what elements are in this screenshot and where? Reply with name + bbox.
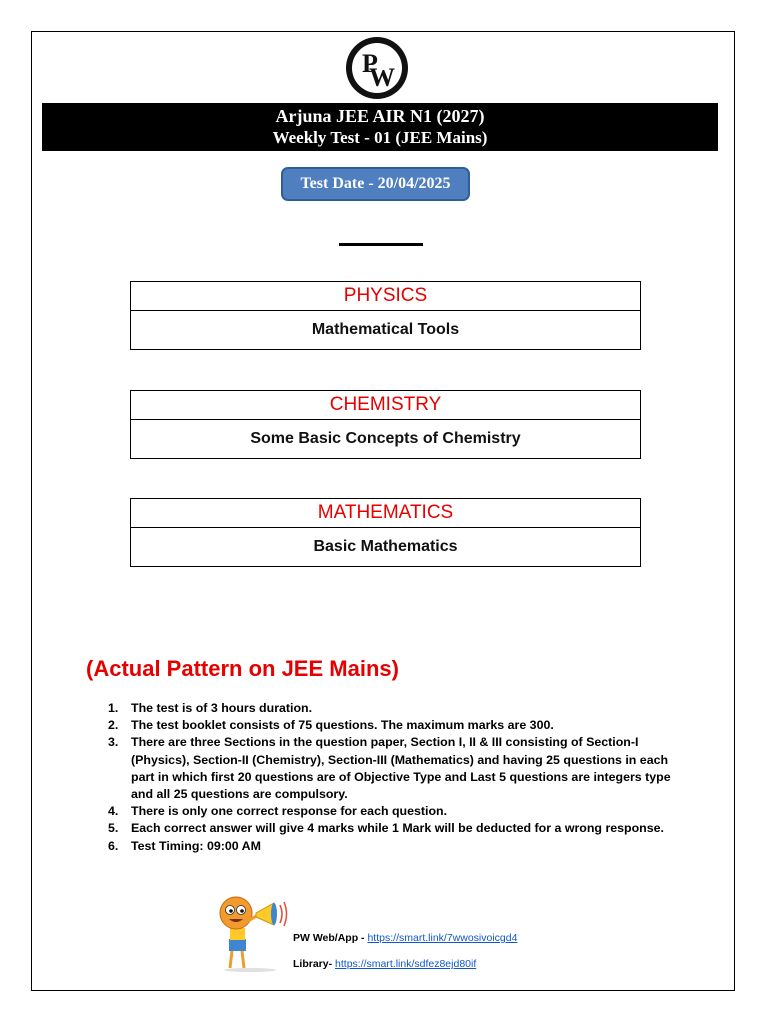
- header-bar: [42, 103, 718, 151]
- subject-topic: Some Basic Concepts of Chemistry: [250, 430, 521, 447]
- instruction-list: [108, 700, 678, 855]
- list-item: [108, 734, 678, 803]
- list-text: Each correct answer will give 4 marks while 1 Mark will be deducted for a wrong response.: [131, 821, 664, 836]
- divider-rule: [339, 243, 423, 246]
- list-number: 3.: [108, 735, 119, 750]
- subject-title: MATHEMATICS: [131, 499, 640, 528]
- pattern-title: (Actual Pattern on JEE Mains): [86, 656, 399, 681]
- subject-mathematics: [130, 498, 641, 567]
- list-item: [108, 717, 678, 734]
- svg-text:P: P: [362, 49, 378, 78]
- test-date-badge: Test Date - 20/04/2025: [281, 167, 470, 201]
- list-item: [108, 803, 678, 820]
- library-label: Library-: [293, 958, 336, 970]
- web-app-label: PW Web/App -: [293, 932, 368, 944]
- list-number: 2.: [108, 718, 119, 733]
- list-text: Test Timing: 09:00 AM: [131, 838, 261, 853]
- subject-topic: Mathematical Tools: [311, 321, 460, 338]
- library-link-row: [293, 958, 476, 970]
- list-item: [108, 700, 678, 717]
- list-number: 4.: [108, 804, 119, 819]
- list-text: The test is of 3 hours duration.: [131, 701, 313, 715]
- subject-physics: [130, 281, 641, 350]
- web-app-link-row: [293, 932, 517, 944]
- subject-chemistry: [130, 390, 641, 459]
- list-number: 6.: [108, 838, 119, 853]
- list-number: 5.: [108, 821, 119, 836]
- library-link[interactable]: https://smart.link/sdfez8ejd80if: [335, 958, 477, 970]
- list-text: The test booklet consists of 75 questions. The maximum marks are 300.: [131, 718, 554, 733]
- list-text: There are three Sections in the question paper, Section I, II & III consisting of Section-I (Physics), Section-II (Chemistry), Section-III (Mathematics) and having 25 questions in each part in which first 20 questions are of Objective Type and Last 5 questions are integers type and all 25 questions are compulsory.: [131, 735, 671, 802]
- subject-title: CHEMISTRY: [131, 391, 640, 420]
- list-item: [108, 820, 678, 837]
- svg-text:W: W: [369, 63, 395, 92]
- subject-topic: Basic Mathematics: [313, 538, 458, 555]
- subject-title: PHYSICS: [131, 282, 640, 311]
- list-item: [108, 838, 678, 855]
- list-number: 1.: [108, 701, 119, 715]
- pw-logo-icon: [345, 36, 409, 100]
- web-app-link[interactable]: https://smart.link/7wwosivoicgd4: [367, 932, 518, 944]
- header-title: Arjuna JEE AIR N1 (2027): [275, 106, 485, 126]
- list-text: There is only one correct response for each question.: [131, 804, 448, 819]
- header-subtitle: Weekly Test - 01 (JEE Mains): [272, 128, 488, 147]
- mascot-megaphone-icon: [212, 893, 288, 973]
